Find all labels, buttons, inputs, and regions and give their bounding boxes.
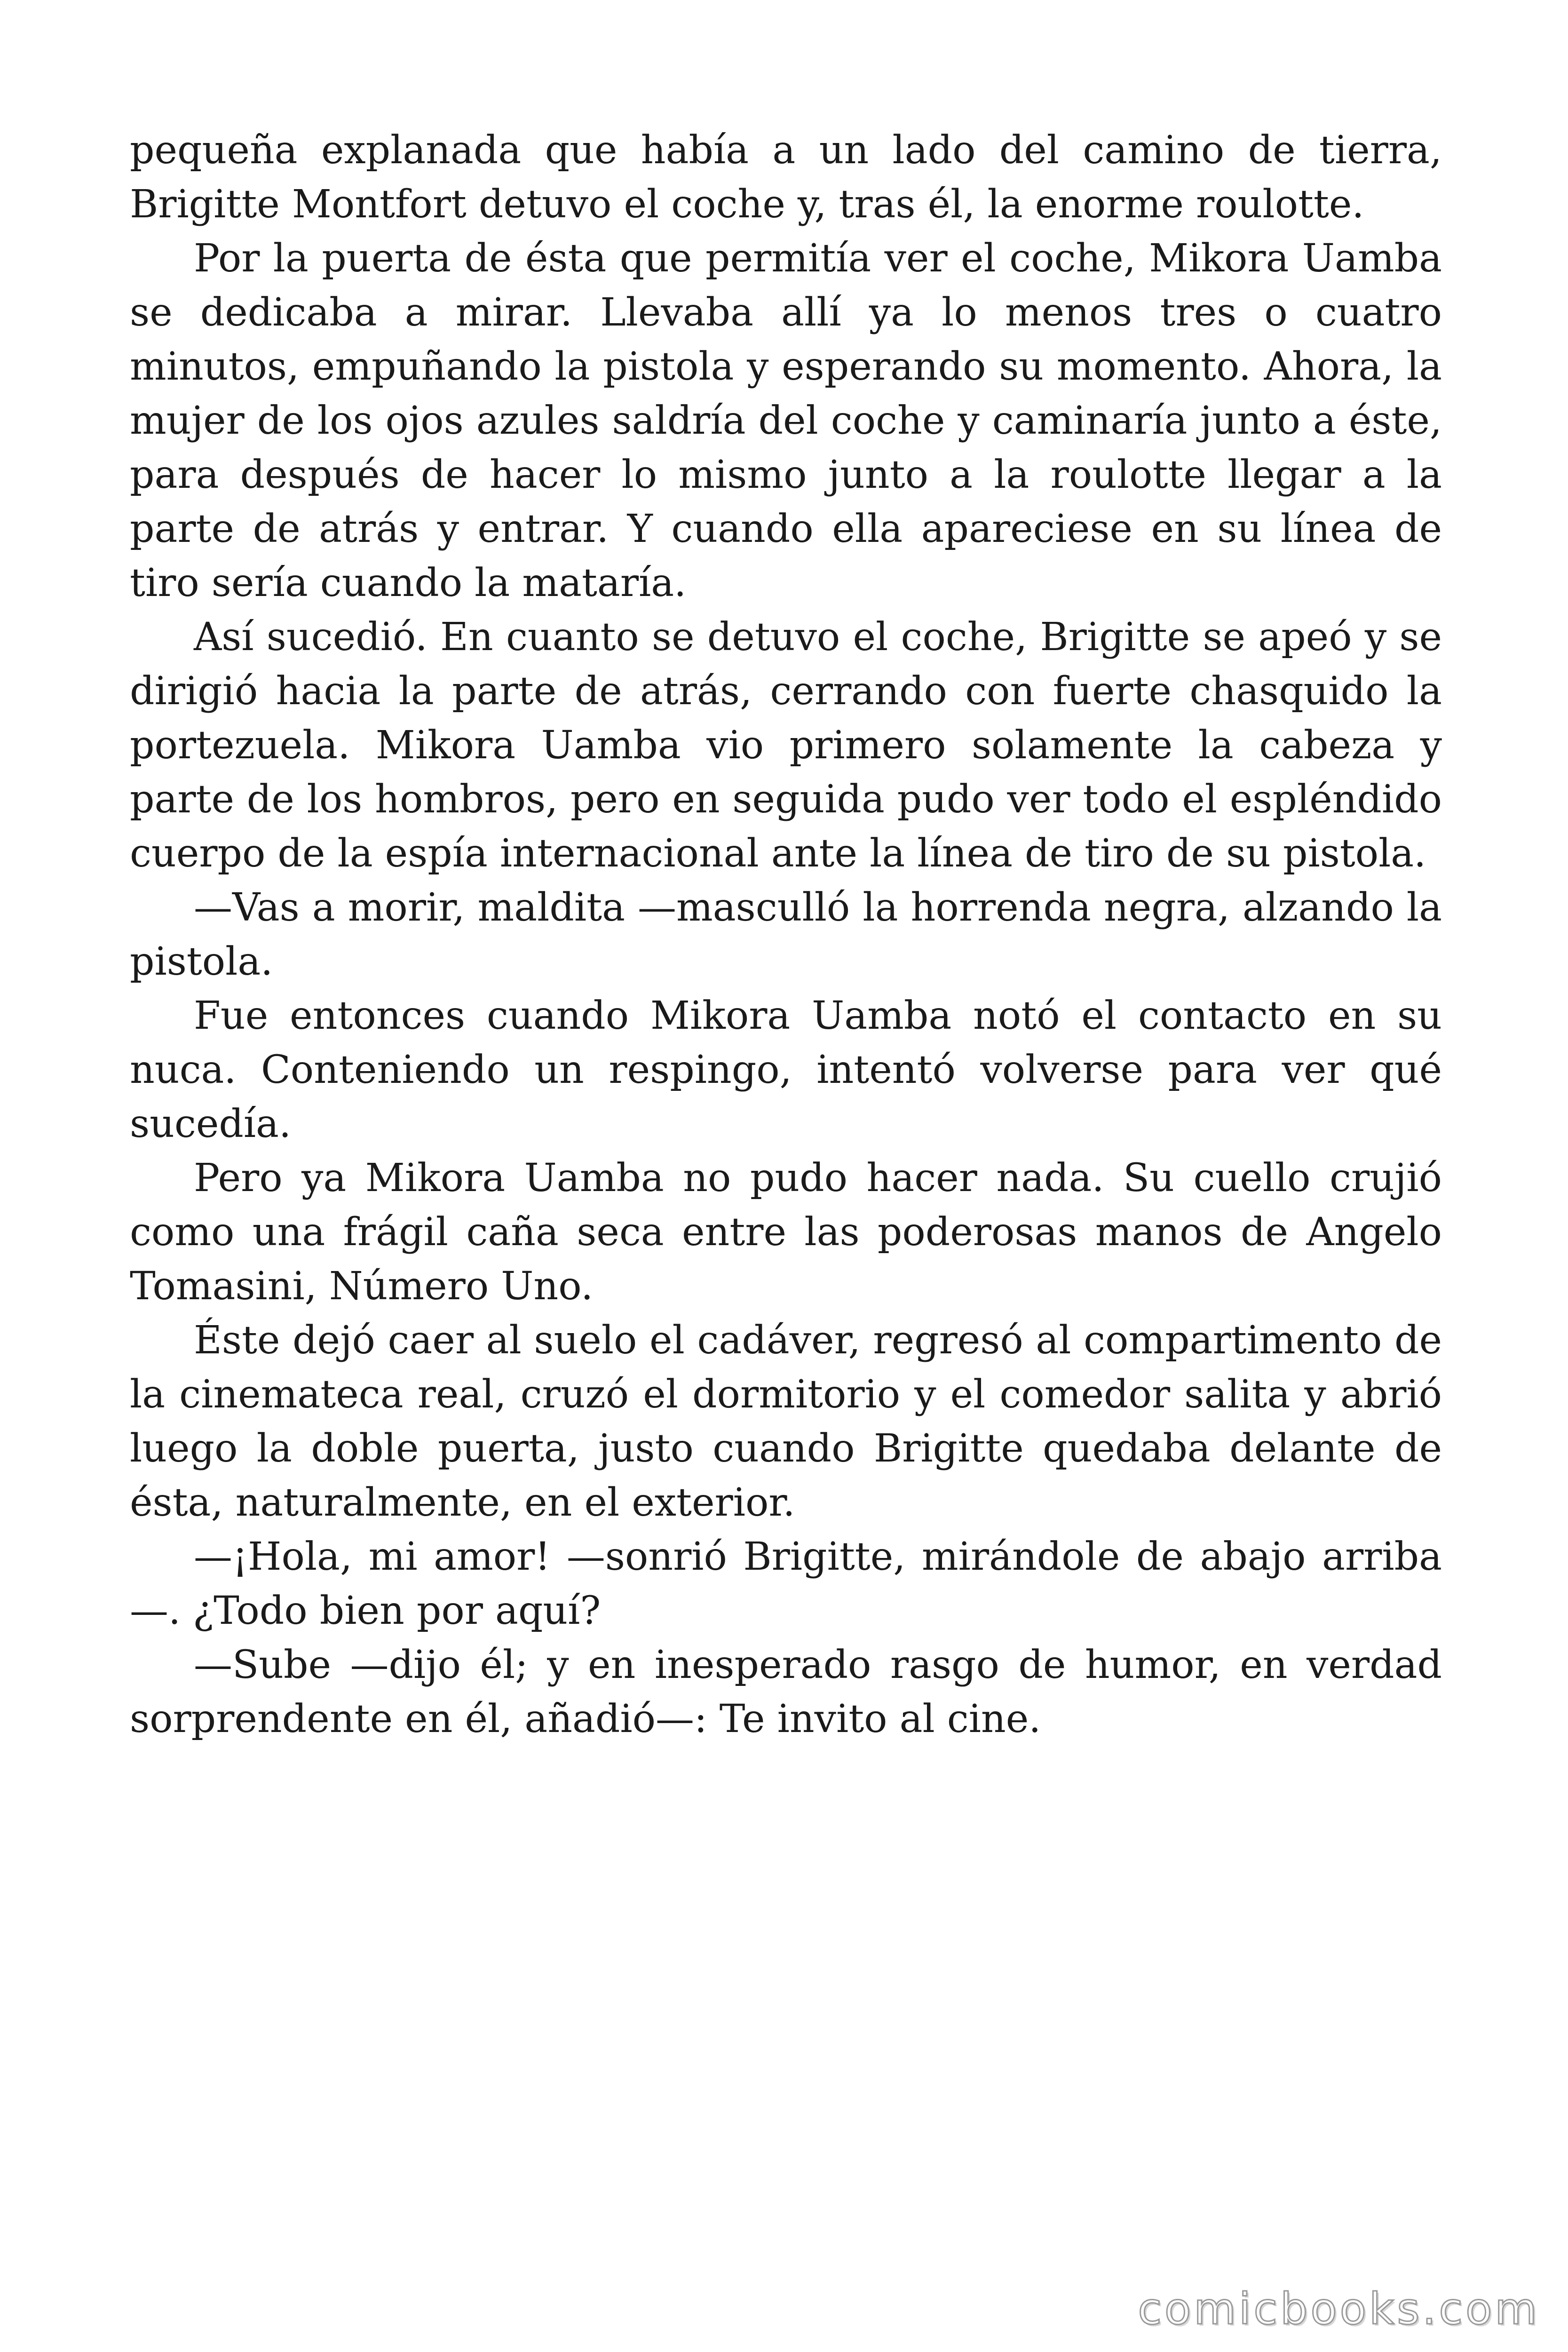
paragraph-1: pequeña explanada que había a un lado del camino de tierra, Brigitte Montfort detuvo el coche y, tras él, la enorme roulotte. [130, 128, 1442, 227]
watermark: comicbooks.com [1138, 2284, 1540, 2334]
paragraph-7: Éste dejó caer al suelo el cadáver, regresó al compartimento de la cinemateca real, cruzó el dormitorio y el comedor salita y abrió luego la doble puerta, justo cuando Brigitte quedaba delante de ésta, naturalmente, en el exterior. [130, 1318, 1442, 1525]
paragraph-5: Fue entonces cuando Mikora Uamba notó el contacto en su nuca. Conteniendo un respingo, intentó volverse para ver qué sucedía. [130, 993, 1442, 1146]
paragraph-4: —Vas a morir, maldita —masculló la horrenda negra, alzando la pistola. [130, 885, 1442, 984]
paragraph-3: Así sucedió. En cuanto se detuvo el coche, Brigitte se apeó y se dirigió hacia la parte de atrás, cerrando con fuerte chasquido la portezuela. Mikora Uamba vio primero solamente la cabeza y parte de los hombros, pero en seguida pudo ver todo el espléndido cuerpo de la espía internacional ante la línea de tiro de su pistola. [130, 615, 1442, 876]
paragraph-9: —Sube —dijo él; y en inesperado rasgo de humor, en verdad sorprendente en él, añadió—: Te invito al cine. [130, 1643, 1442, 1741]
paragraph-8: —¡Hola, mi amor! —sonrió Brigitte, mirándole de abajo arriba —. ¿Todo bien por aquí? [130, 1534, 1442, 1633]
paragraph-2: Por la puerta de ésta que permitía ver el coche, Mikora Uamba se dedicaba a mirar. Llevaba allí ya lo menos tres o cuatro minutos, empuñando la pistola y esperando su momento. Ahora, la mujer de los ojos azules saldría del coche y caminaría junto a éste, para después de hacer lo mismo junto a la roulotte llegar a la parte de atrás y entrar. Y cuando ella apareciese en su línea de tiro sería cuando la mataría. [130, 236, 1442, 605]
paragraph-6: Pero ya Mikora Uamba no pudo hacer nada. Su cuello crujió como una frágil caña seca entre las poderosas manos de Angelo Tomasini, Número Uno. [130, 1156, 1442, 1309]
page-text [130, 123, 1442, 1746]
